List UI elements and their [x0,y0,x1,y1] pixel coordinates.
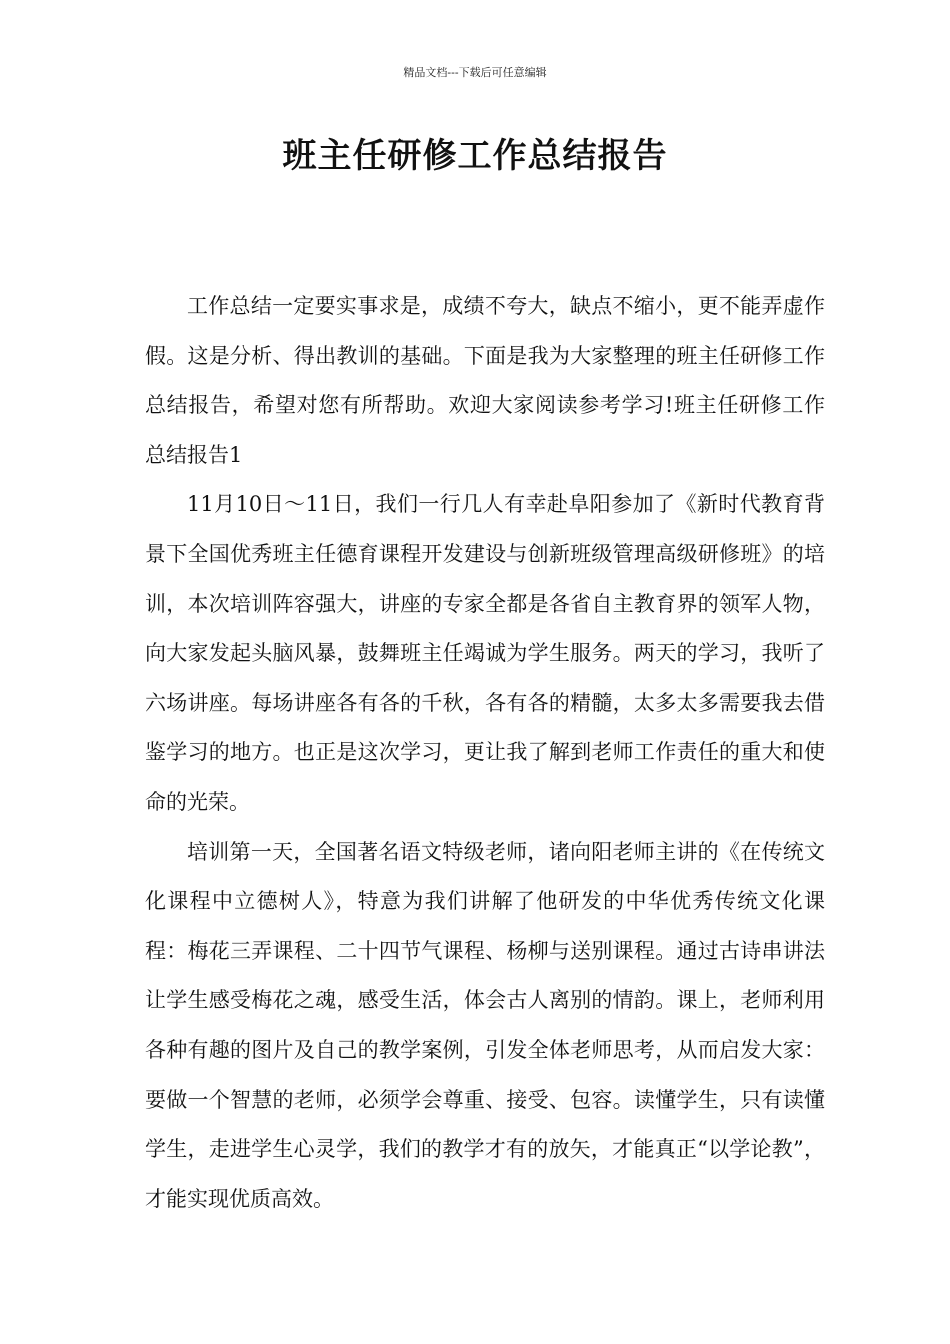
document-body [145,282,825,1224]
paragraph-intro: 工作总结一定要实事求是，成绩不夸大，缺点不缩小，更不能弄虚作假。这是分析、得出教训的基础。下面是我为大家整理的班主任研修工作总结报告，希望对您有所帮助。欢迎大家阅读参考学习!班主任研修工作总结报告1 [145,294,825,467]
document-title: 班主任研修工作总结报告 [282,136,668,176]
paragraph-first-day: 培训第一天，全国著名语文特级老师，诸向阳老师主讲的《在传统文化课程中立德树人》，特意为我们讲解了他研发的中华优秀传统文化课程：梅花三弄课程、二十四节气课程、杨柳与送别课程。通过古诗串讲法让学生感受梅花之魂，感受生活，体会古人离别的情韵。课上，老师利用各种有趣的图片及自己的教学案例，引发全体老师思考，从而启发大家：要做一个智慧的老师，必须学会尊重、接受、包容。读懂学生，只有读懂学生，走进学生心灵学，我们的教学才有的放矢，才能真正“以学论教”，才能实现优质高效。 [145,839,825,1211]
paragraph-training-overview: 11月10日～11日，我们一行几人有幸赴阜阳参加了《新时代教育背景下全国优秀班主任德育课程开发建设与创新班级管理高级研修班》的培训，本次培训阵容强大，讲座的专家全都是各省自主教育界的领军人物，向大家发起头脑风暴，鼓舞班主任竭诚为学生服务。两天的学习，我听了六场讲座。每场讲座各有各的千秋，各有各的精髓，太多太多需要我去借鉴学习的地方。也正是这次学习，更让我了解到老师工作责任的重大和使命的光荣。 [145,492,825,814]
header-note: 精品文档---下载后可任意编辑 [403,66,547,79]
